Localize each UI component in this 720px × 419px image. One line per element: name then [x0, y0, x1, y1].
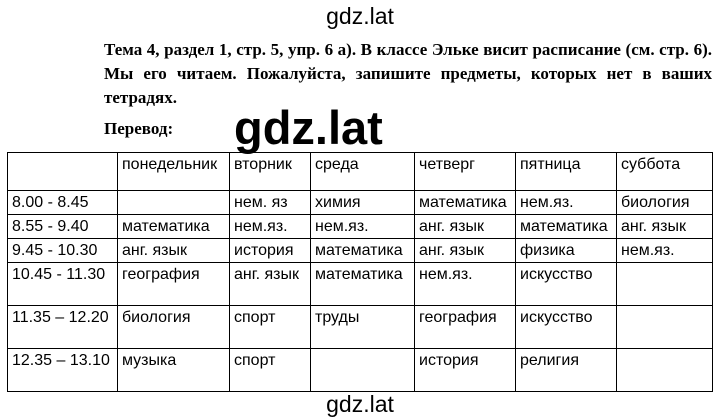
subject-cell: религия	[516, 349, 617, 392]
subject-cell	[617, 306, 713, 349]
subject-cell: труды	[311, 306, 415, 349]
header-cell: среда	[311, 153, 415, 191]
header-cell: суббота	[617, 153, 713, 191]
subject-cell: история	[230, 239, 311, 263]
time-cell: 8.00 - 8.45	[8, 191, 118, 215]
subject-cell	[118, 191, 230, 215]
subject-cell: анг. язык	[118, 239, 230, 263]
subject-cell: анг. язык	[617, 215, 713, 239]
subject-cell: физика	[516, 239, 617, 263]
subject-cell: биология	[118, 306, 230, 349]
subject-cell: математика	[311, 263, 415, 306]
subject-cell: спорт	[230, 306, 311, 349]
subject-cell: нем.яз.	[230, 215, 311, 239]
header-cell: понедельник	[118, 153, 230, 191]
schedule-table	[7, 152, 713, 392]
time-cell: 8.55 - 9.40	[8, 215, 118, 239]
subject-cell: анг. язык	[415, 215, 516, 239]
table-row	[8, 349, 713, 392]
subject-cell: математика	[118, 215, 230, 239]
watermark-middle: gdz.lat	[234, 101, 383, 154]
translation-label: Перевод:	[104, 119, 174, 138]
header-cell: пятница	[516, 153, 617, 191]
watermark-bottom: gdz.lat	[326, 391, 394, 417]
header-cell	[8, 153, 118, 191]
subject-cell: биология	[617, 191, 713, 215]
task-text: Тема 4, раздел 1, стр. 5, упр. 6 а). В классе Эльке висит расписание (см. стр. 6). Мы его читаем. Пожалуйста, запишите предметы, которых нет в ваших тетрадях.	[104, 40, 712, 107]
subject-cell: математика	[516, 215, 617, 239]
subject-cell: музыка	[118, 349, 230, 392]
subject-cell: нем.яз.	[415, 263, 516, 306]
subject-cell	[617, 349, 713, 392]
subject-cell: анг. язык	[415, 239, 516, 263]
subject-cell: история	[415, 349, 516, 392]
header-cell: вторник	[230, 153, 311, 191]
subject-cell: спорт	[230, 349, 311, 392]
subject-cell	[617, 263, 713, 306]
subject-cell: нем.яз.	[516, 191, 617, 215]
table-row	[8, 263, 713, 306]
time-cell: 10.45 - 11.30	[8, 263, 118, 306]
table-row	[8, 215, 713, 239]
subject-cell: нем.яз.	[617, 239, 713, 263]
table-header-row	[8, 153, 713, 191]
table-row	[8, 191, 713, 215]
subject-cell: нем.яз.	[311, 215, 415, 239]
subject-cell	[311, 349, 415, 392]
time-cell: 11.35 – 12.20	[8, 306, 118, 349]
subject-cell: география	[415, 306, 516, 349]
watermark-top: gdz.lat	[326, 3, 394, 29]
subject-cell: искусство	[516, 306, 617, 349]
subject-cell: география	[118, 263, 230, 306]
subject-cell: математика	[415, 191, 516, 215]
table-row	[8, 306, 713, 349]
table-row	[8, 239, 713, 263]
subject-cell: математика	[311, 239, 415, 263]
time-cell: 12.35 – 13.10	[8, 349, 118, 392]
header-cell: четверг	[415, 153, 516, 191]
time-cell: 9.45 - 10.30	[8, 239, 118, 263]
subject-cell: химия	[311, 191, 415, 215]
subject-cell: искусство	[516, 263, 617, 306]
subject-cell: нем. яз	[230, 191, 311, 215]
subject-cell: анг. язык	[230, 263, 311, 306]
